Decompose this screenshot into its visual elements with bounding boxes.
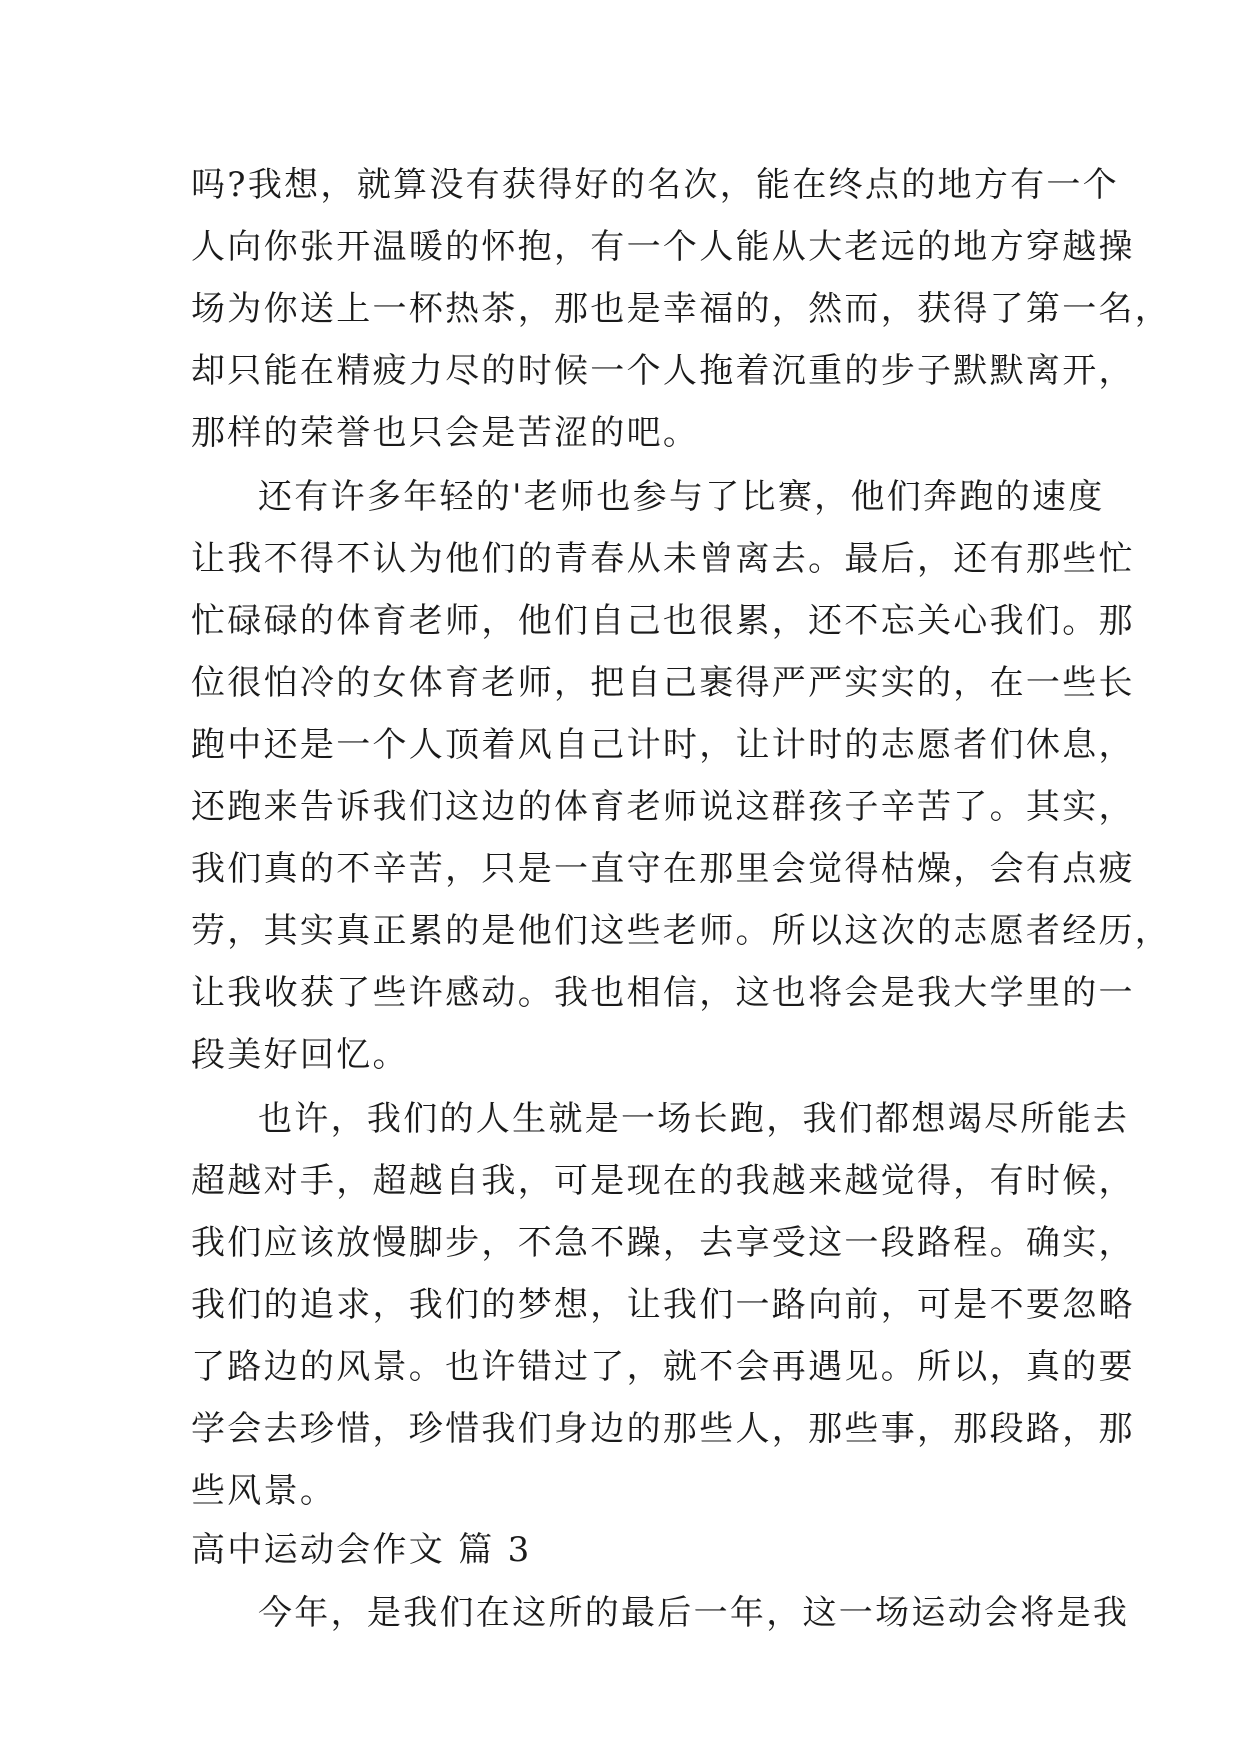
text-line: 学会去珍惜，珍惜我们身边的那些人，那些事，那段路，那 xyxy=(191,1409,1135,1449)
paragraph-first-line: 也许，我们的人生就是一场长跑，我们都想竭尽所能去 xyxy=(258,1099,1130,1139)
text-line: 忙碌碌的体育老师，他们自己也很累，还不忘关心我们。那 xyxy=(191,601,1135,641)
text-line: 超越对手，超越自我，可是现在的我越来越觉得，有时候， xyxy=(191,1161,1135,1201)
text-line: 却只能在精疲力尽的时候一个人拖着沉重的步子默默离开， xyxy=(191,351,1135,391)
paragraph-first-line: 还有许多年轻的'老师也参与了比赛，他们奔跑的速度 xyxy=(258,477,1105,517)
text-line: 跑中还是一个人顶着风自己计时，让计时的志愿者们休息， xyxy=(191,725,1135,765)
text-line: 人向你张开温暖的怀抱，有一个人能从大老远的地方穿越操 xyxy=(191,227,1135,267)
text-line: 还跑来告诉我们这边的体育老师说这群孩子辛苦了。其实， xyxy=(191,787,1135,827)
paragraph-first-line: 今年，是我们在这所的最后一年，这一场运动会将是我 xyxy=(258,1593,1130,1633)
text-line: 场为你送上一杯热茶，那也是幸福的，然而，获得了第一名， xyxy=(191,289,1172,329)
text-line: 让我不得不认为他们的青春从未曾离去。最后，还有那些忙 xyxy=(191,539,1135,579)
text-line: 让我收获了些许感动。我也相信，这也将会是我大学里的一 xyxy=(191,973,1135,1013)
text-line: 我们的追求，我们的梦想，让我们一路向前，可是不要忽略 xyxy=(191,1285,1135,1325)
text-line: 我们应该放慢脚步，不急不躁，去享受这一段路程。确实， xyxy=(191,1223,1135,1263)
text-line: 段美好回忆。 xyxy=(191,1035,409,1075)
text-line: 些风景。 xyxy=(191,1471,337,1511)
text-line: 吗?我想，就算没有获得好的名次，能在终点的地方有一个 xyxy=(191,165,1120,205)
section-heading: 高中运动会作文 篇 3 xyxy=(191,1530,532,1570)
text-line: 那样的荣誉也只会是苦涩的吧。 xyxy=(191,413,700,453)
text-line: 了路边的风景。也许错过了，就不会再遇见。所以，真的要 xyxy=(191,1347,1135,1387)
text-line: 位很怕冷的女体育老师，把自己裹得严严实实的，在一些长 xyxy=(191,663,1135,703)
text-line: 我们真的不辛苦，只是一直守在那里会觉得枯燥，会有点疲 xyxy=(191,849,1135,889)
text-line: 劳，其实真正累的是他们这些老师。所以这次的志愿者经历， xyxy=(191,911,1172,951)
